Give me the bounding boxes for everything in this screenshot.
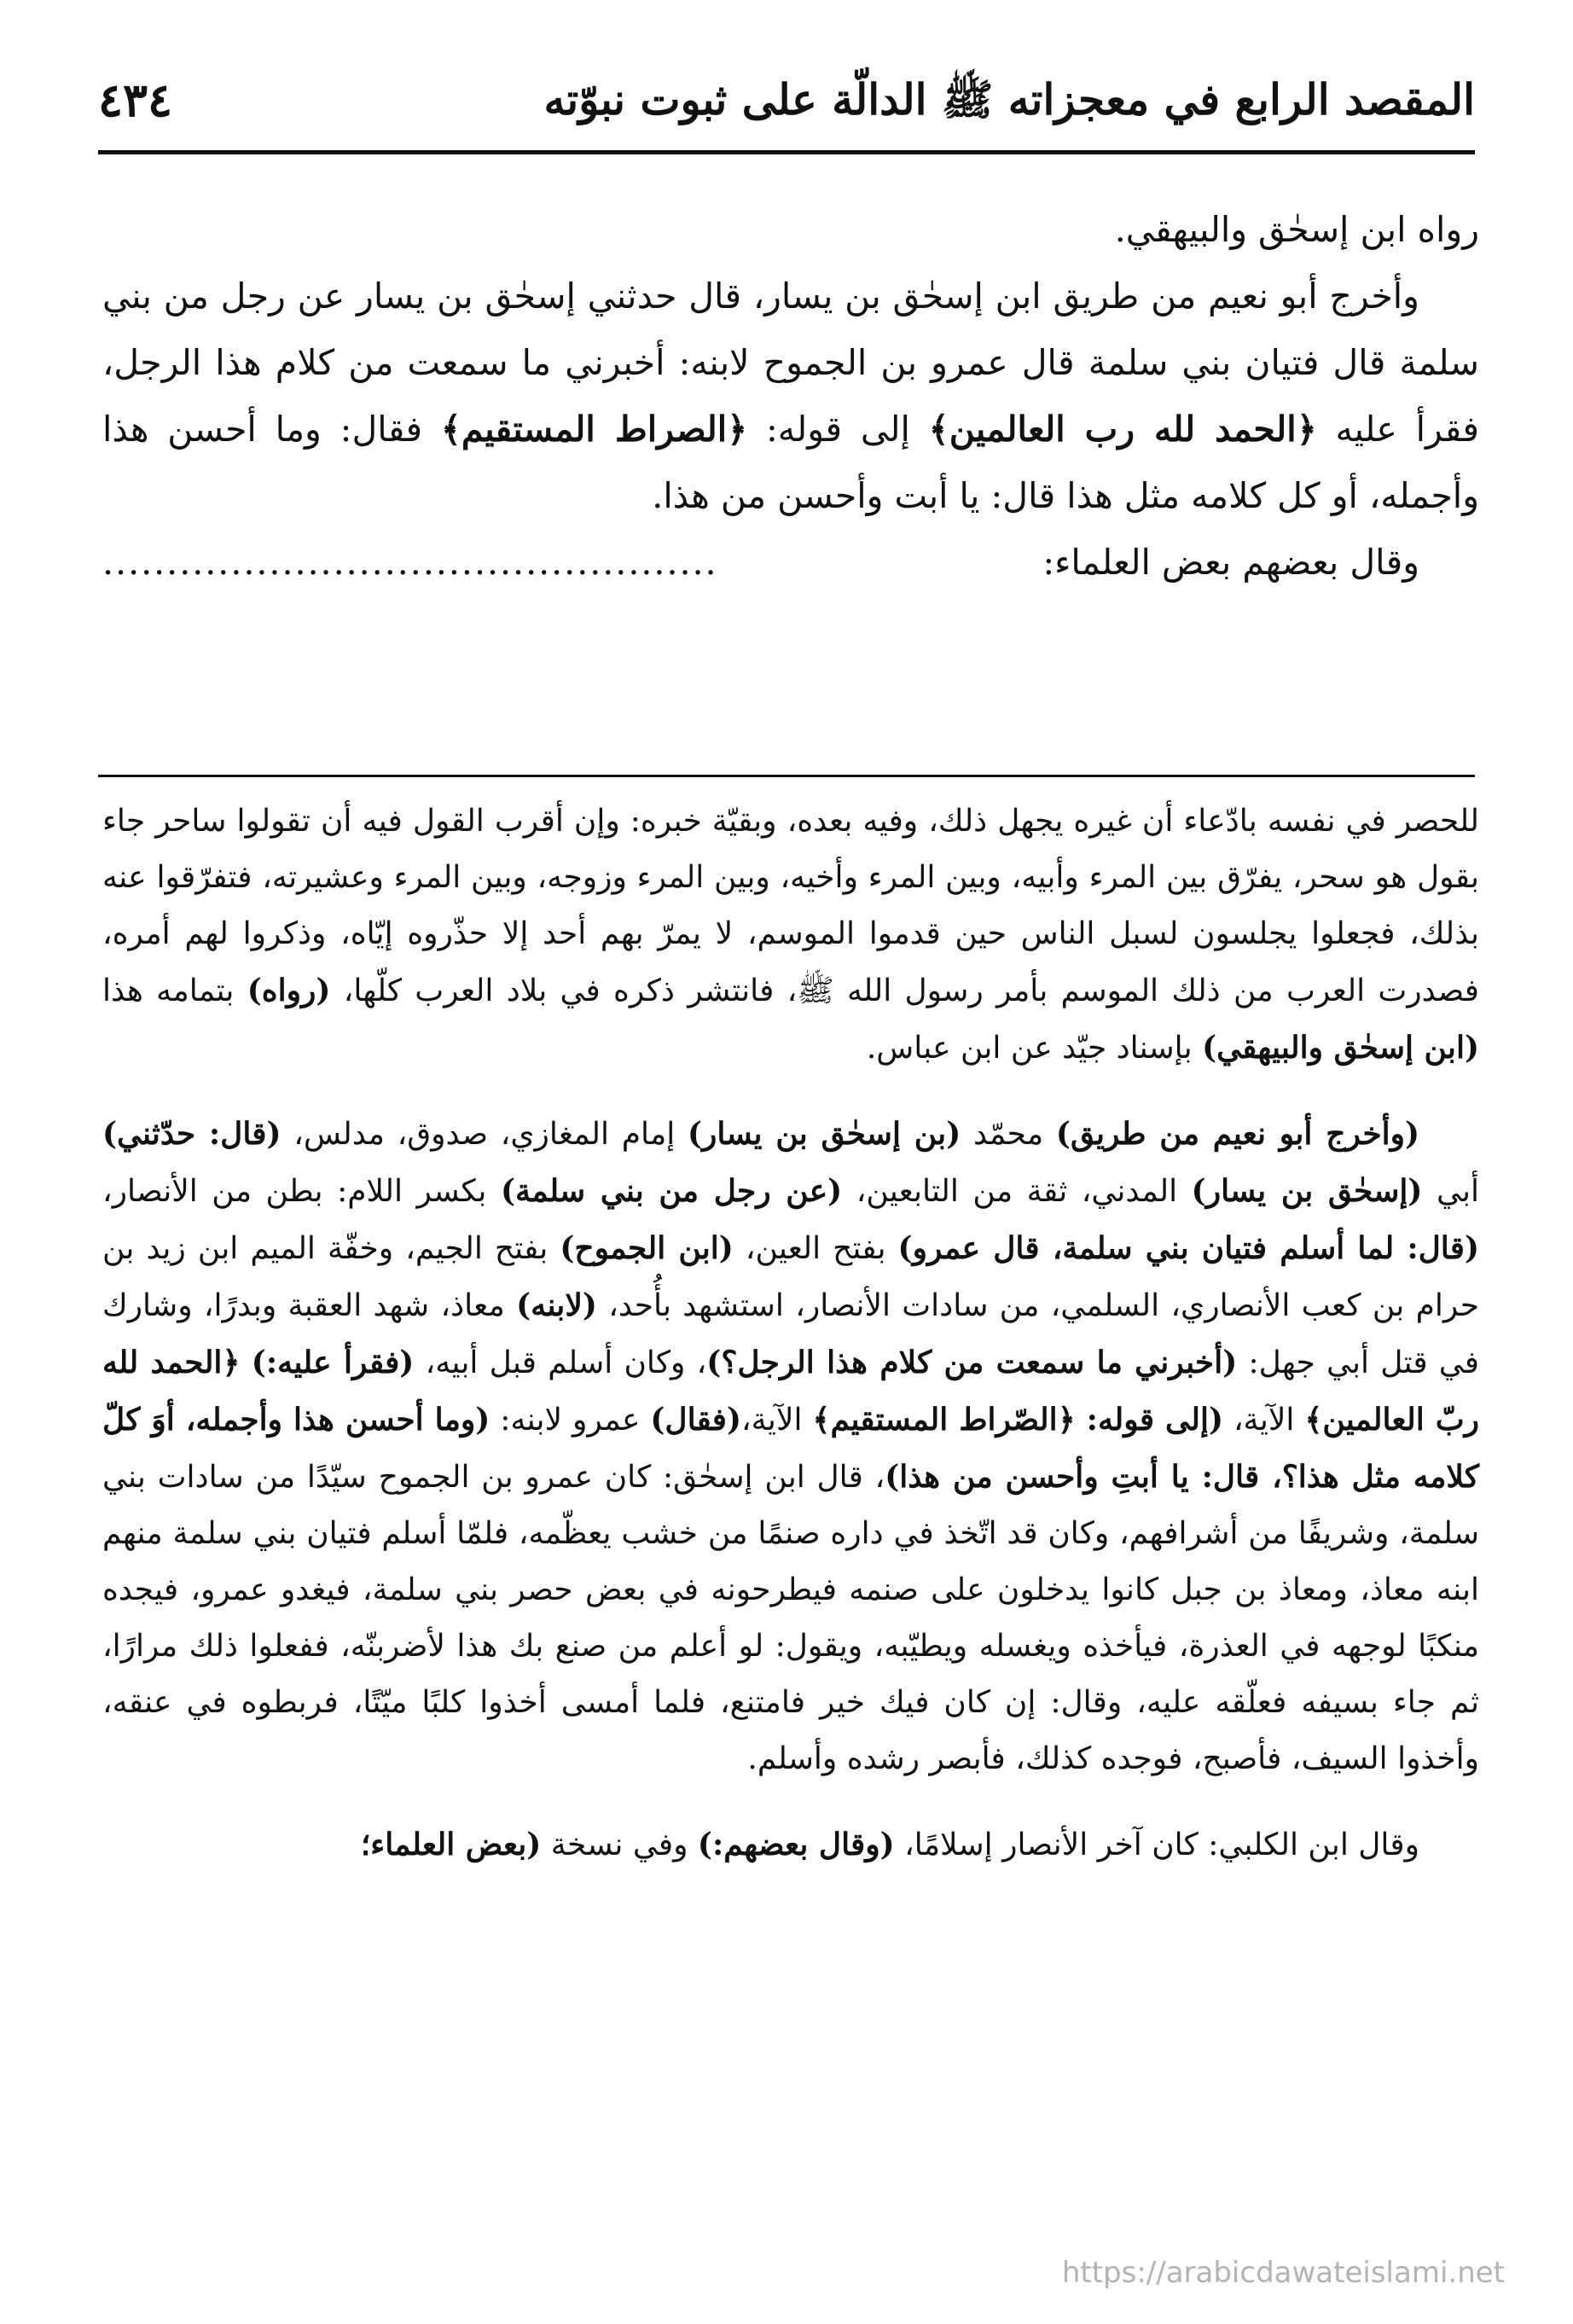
- f2-text-13: عمرو لابنه:: [490, 1403, 651, 1438]
- f3-text-2: وفي نسخة: [541, 1827, 698, 1862]
- commentary-section: [102, 793, 1479, 1874]
- main-p2-text-a: وأخرج أبو نعيم من طريق ابن إسحٰق بن يسار، قال حدثني إسحٰق بن يسار عن رجل من بني سلمة قال فتيان بني سلمة قال عمرو بن الجموح لابنه: أخبرني ما سمعت من كلام هذا الرجل، فقرأ عليه: [102, 276, 1480, 450]
- f2-bold-2: (بن إسحٰق بن يسار): [688, 1116, 961, 1152]
- f3-bold-2: (بعض العلماء؛: [360, 1827, 542, 1862]
- f3-bold-1: (وقال بعضهم:): [697, 1827, 895, 1862]
- f1-bold-2: (ابن إسحٰق والبيهقي): [1202, 1030, 1479, 1066]
- main-p2-text-d: فقال: وما أحسن هذا وأجمله، أو كل كلامه مثل هذا قال: يا أبت وأحسن من هذا.: [102, 409, 1479, 516]
- page-number: ٤٣٤: [98, 73, 173, 127]
- f2-text-5: بكسر اللام: بطن من الأنصار،: [102, 1174, 501, 1209]
- f2-bold-11: ﴿الحمد لله ربّ العالمين﴾: [102, 1345, 1480, 1438]
- f2-bold-3: (قال: حدّثني): [102, 1116, 282, 1152]
- quran-quote-fatiha-1: ﴿الحمد لله رب العالمين﴾: [928, 409, 1317, 450]
- commentary-paragraph-1: [102, 793, 1479, 1077]
- main-paragraph-3: [102, 529, 1479, 596]
- f2-bold-14: (وما أحسن هذا وأجمله، أوَ كلّ كلامه مثل هذا؟، قال: يا أبتِ وأحسن من هذا): [102, 1402, 1480, 1495]
- page-header: [98, 53, 1475, 147]
- running-title: المقصد الرابع في معجزاته ﷺ الدالّة على ثبوت نبوّته: [543, 74, 1475, 125]
- commentary-paragraph-3: [102, 1816, 1479, 1874]
- f1-text: للحصر في نفسه بادّعاء أن غيره يجهل ذلك، وفيه بعده، وبقيّة خبره: وإن أقرب القول فيه أن تقولوا ساحر جاء بقول هو سحر، يفرّق بين المرء وأبيه، وبين المرء وأخيه، وبين المرء وزوجه، وبين المرء وعشيرته، فتفرّقوا عنه بذلك، فجعلوا يجلسون لسبل الناس حين قدموا الموسم، لا يمرّ بهم أحد إلا حذّروه إيّاه، وذكروا لهم أمره، فصدرت العرب من ذلك الموسم بأمر رسول الله ﷺ، فانتشر ذكره في بلاد العرب كلّها،: [102, 804, 1479, 1008]
- main-p3-lead: وقال بعضهم بعض العلماء:: [1042, 542, 1419, 583]
- f2-text-11: الآية،: [1223, 1403, 1305, 1438]
- quran-quote-fatiha-6: ﴿الصراط المستقيم﴾: [440, 409, 748, 450]
- f2-bold-1: (وأخرج أبو نعيم من طريق): [1055, 1116, 1419, 1152]
- main-paragraph-2: [102, 263, 1479, 529]
- f2-bold-7: (ابن الجموح): [560, 1230, 734, 1266]
- f2-text-10: [241, 1345, 252, 1380]
- f2-text-14: ، قال ابن إسحٰق: كان عمرو بن الجموح سيّدًا من سادات بني سلمة، وشريفًا من أشرافهم، وكان قد اتّخذ في داره صنمًا من خشب يعظّمه، فلمّا أسلم فتيان بني سلمة منهم ابنه معاذ، ومعاذ بن جبل كانوا يدخلون على صنمه فيطرحونه في بعض حصر بني سلمة، فيغدو عمرو، فيجده منكبًا لوجهه في العذرة، فيأخذه ويغسله ويطيّبه، ويقول: لو أعلم من صنع بك هذا لأضربنّه، ففعلوا ذلك مرارًا، ثم جاء بسيفه فعلّقه عليه، وقال: إن كان فيك خير فامتنع، فلما أمسى أخذوا كلبًا ميّتًا، فربطوه في عنقه، وأخذوا السيف، فأصبح، فوجده كذلك، فأبصر رشده وأسلم.: [102, 1460, 1479, 1776]
- main-paragraph-1: رواه ابن إسحٰق والبيهقي.: [1114, 209, 1479, 250]
- footnote-rule: [98, 775, 1475, 777]
- ellipsis-dots: ................................................: [102, 542, 718, 583]
- f2-bold-5: (عن رجل من بني سلمة): [500, 1173, 843, 1209]
- f2-text-8: معاذ، شهد العقبة وبدرًا، وشارك في قتل أبي جهل:: [102, 1288, 1480, 1380]
- f2-text-2: إمام المغازي، صدوق، مدلس،: [281, 1117, 688, 1152]
- f2-text-4: المدني، ثقة من التابعين،: [842, 1174, 1192, 1209]
- f2-text-12: الآية،: [741, 1403, 813, 1438]
- f2-text-7: بفتح الجيم، وخفّة الميم ابن زيد بن حرام بن كعب الأنصاري، السلمي، من سادات الأنصار، استشهد بأُحد،: [102, 1231, 1479, 1323]
- f2-bold-12: (إلى قوله: ﴿الصّراط المستقيم﴾: [812, 1402, 1224, 1438]
- f2-bold-6: (قال: لما أسلم فتيان بني سلمة، قال عمرو): [897, 1230, 1479, 1266]
- header-rule: [98, 150, 1475, 154]
- main-p2-text-c: إلى قوله:: [747, 409, 929, 450]
- main-text: [102, 196, 1479, 596]
- f2-bold-10: (فقرأ عليه:): [251, 1345, 415, 1380]
- commentary-paragraph-2: [102, 1106, 1479, 1787]
- f1-bold-1: (رواه): [247, 973, 331, 1008]
- f2-text-1: محمّد: [961, 1117, 1056, 1152]
- f2-text-9: ، وكان أسلم قبل أبيه،: [414, 1345, 707, 1380]
- f2-text-3: أبي: [1422, 1174, 1479, 1209]
- watermark-url: https://arabicdawateislami.net: [1061, 2256, 1505, 2290]
- f2-bold-8: (لابنه): [516, 1287, 597, 1323]
- f1-text-m: بتمامه هذا: [102, 973, 247, 1008]
- f2-text-6: بفتح العين،: [733, 1231, 898, 1266]
- f2-bold-4: (إسحٰق بن يسار): [1191, 1173, 1423, 1209]
- f2-bold-9: (أخبرني ما سمعت من كلام هذا الرجل؟): [706, 1345, 1238, 1380]
- f2-bold-13: (فقال): [650, 1402, 742, 1438]
- f1-text-end: بإسناد جيّد عن ابن عباس.: [866, 1031, 1203, 1066]
- f3-text-1: وقال ابن الكلبي: كان آخر الأنصار إسلامًا،: [894, 1827, 1419, 1862]
